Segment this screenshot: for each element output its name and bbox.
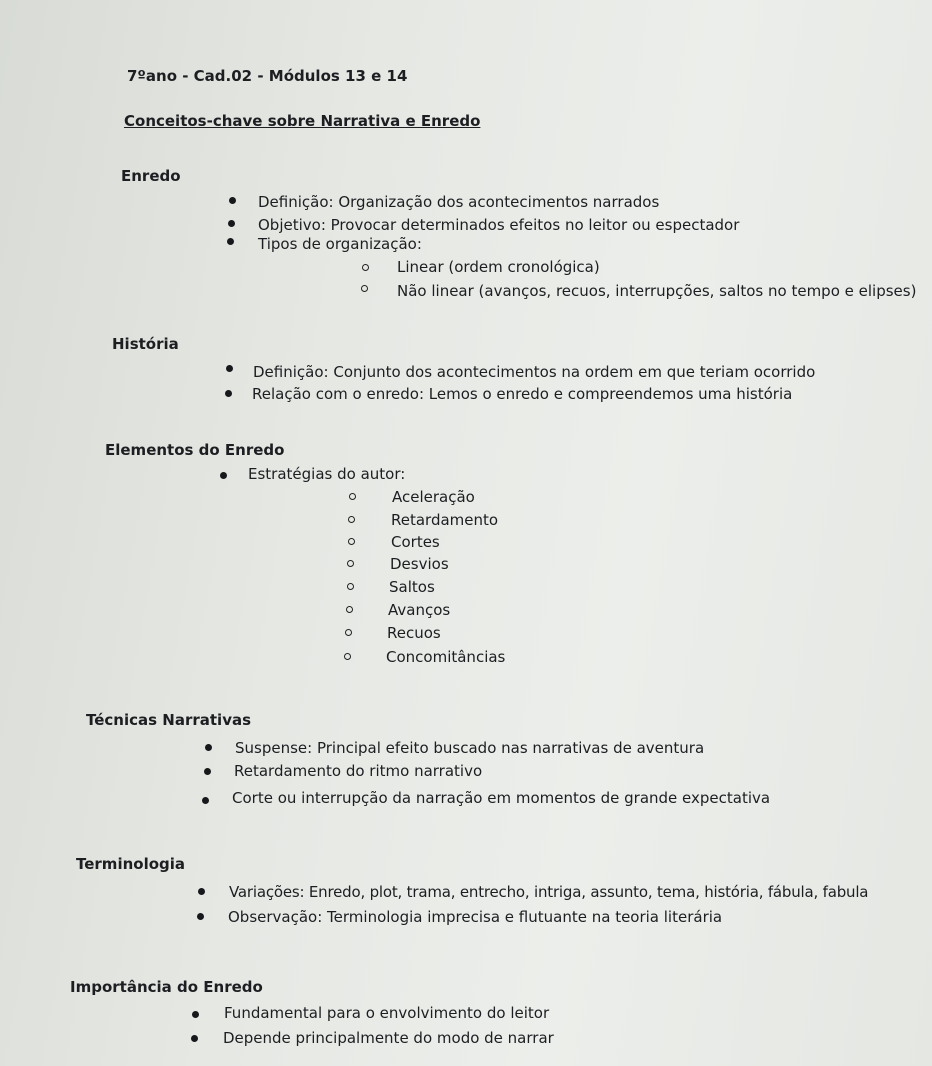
bullet-icon [227,238,234,245]
list-item: Corte ou interrupção da narração em momentos de grande expectativa [232,789,771,807]
bullet-icon [226,365,233,372]
sub-list-item: Saltos [389,578,435,596]
bullet-icon [192,1011,199,1018]
bullet-icon [202,797,209,804]
sub-list-item: Não linear (avanços, recuos, interrupções, saltos no tempo e elipses) [397,282,917,300]
list-item: Definição: Organização dos acontecimentos narrados [258,193,660,211]
bullet-icon [191,1035,198,1042]
sub-list-item: Retardamento [391,511,499,529]
list-item: Objetivo: Provocar determinados efeitos no leitor ou espectador [258,216,740,234]
list-item: Variações: Enredo, plot, trama, entrecho, intriga, assunto, tema, história, fábula, fabula [229,883,869,901]
circle-bullet-icon [344,653,351,660]
bullet-icon [229,197,236,204]
sub-list-item: Recuos [387,624,441,642]
section-heading-tecnicas: Técnicas Narrativas [86,711,252,729]
circle-bullet-icon [349,493,356,500]
sub-list-item: Concomitâncias [386,648,506,666]
list-item: Definição: Conjunto dos acontecimentos na ordem em que teriam ocorrido [253,363,816,381]
circle-bullet-icon [347,560,354,567]
circle-bullet-icon [348,538,355,545]
circle-bullet-icon [346,606,353,613]
list-item: Depende principalmente do modo de narrar [223,1029,554,1047]
list-item: Estratégias do autor: [248,465,406,483]
sub-list-item: Avanços [388,601,451,619]
list-item: Tipos de organização: [258,235,422,253]
sub-list-item: Aceleração [392,488,475,506]
sub-list-item: Linear (ordem cronológica) [397,258,600,276]
section-heading-elementos: Elementos do Enredo [105,441,285,459]
document-header: 7ºano - Cad.02 - Módulos 13 e 14 [127,67,408,85]
circle-bullet-icon [345,629,352,636]
list-item: Retardamento do ritmo narrativo [234,762,483,780]
bullet-icon [205,744,212,751]
bullet-icon [225,390,232,397]
section-heading-terminologia: Terminologia [76,855,186,873]
bullet-icon [198,888,205,895]
bullet-icon [204,768,211,775]
circle-bullet-icon [347,583,354,590]
document-title: Conceitos-chave sobre Narrativa e Enredo [124,112,481,130]
list-item: Suspense: Principal efeito buscado nas narrativas de aventura [235,739,705,757]
list-item: Relação com o enredo: Lemos o enredo e compreendemos uma história [252,385,793,403]
section-heading-enredo: Enredo [121,167,181,185]
sub-list-item: Desvios [390,555,449,573]
circle-bullet-icon [362,264,369,271]
list-item: Fundamental para o envolvimento do leitor [224,1004,550,1022]
section-heading-historia: História [112,335,179,353]
bullet-icon [228,220,235,227]
circle-bullet-icon [361,285,368,292]
bullet-icon [197,913,204,920]
bullet-icon [220,472,227,479]
sub-list-item: Cortes [391,533,440,551]
list-item: Observação: Terminologia imprecisa e flutuante na teoria literária [228,908,723,926]
circle-bullet-icon [348,516,355,523]
section-heading-importancia: Importância do Enredo [70,978,263,996]
